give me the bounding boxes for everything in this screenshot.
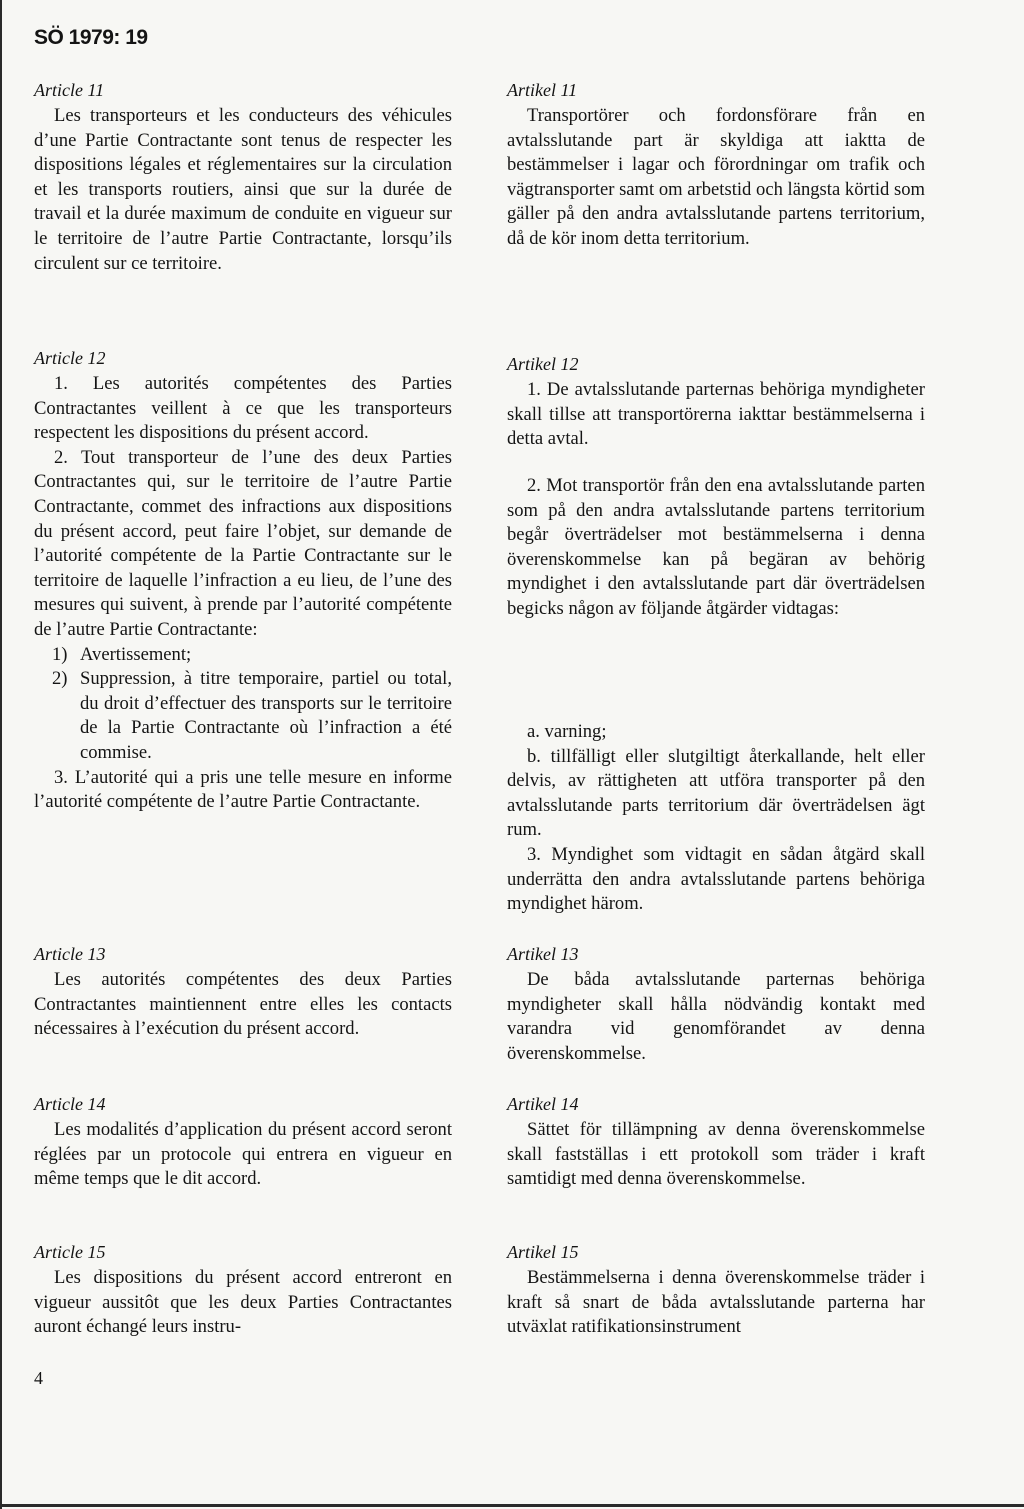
list-item-text: Avertissement; bbox=[80, 643, 192, 665]
article-paragraph: Les autorités compétentes des deux Parties Contractantes maintiennent entre elles les contacts nécessaires à l’exécution du présent accord. bbox=[34, 969, 452, 1040]
swedish-article-15 bbox=[507, 1240, 925, 1340]
article-heading: Artikel 11 bbox=[507, 80, 578, 100]
swedish-article-12 bbox=[507, 352, 925, 452]
article-paragraph: 3. L’autorité qui a pris une telle mesure en informe l’autorité compétente de l’autre Partie Contractante. bbox=[34, 766, 452, 813]
article-heading: Article 15 bbox=[34, 1242, 106, 1262]
french-article-12 bbox=[34, 346, 452, 815]
list-marker: 1) bbox=[52, 643, 68, 665]
article-paragraph: 2. Mot transportör från den ena avtalsslutande parten som på den andra avtalsslutande partens territorium begår överträdelser mot bestämmelserna i denna överenskommelse kan på begäran av behörig myndighet i den avtalsslutande part där överträdelsen begicks någon av följande åtgärder vidtagas: bbox=[507, 475, 925, 619]
article-heading: Artikel 15 bbox=[507, 1242, 579, 1262]
list-item-text: b. tillfälligt eller slutgiltigt återkallande, helt eller delvis, av rättigheten att utföra transporter på den avtalsslutande parts territorium där överträdelsen ägt rum. bbox=[507, 745, 925, 841]
list-item-text: Suppression, à titre temporaire, partiel ou total, du droit d’effectuer des transports sur le territoire de la Partie Contractante où l’infraction a été commise. bbox=[80, 668, 452, 763]
list-item bbox=[34, 667, 452, 765]
article-paragraph: Transportörer och fordonsförare från en avtalsslutande part är skyldiga att iaktta de bestämmelser i lagar och förordningar om trafik och vägtransporter samt om arbetstid och längsta körtid som gäller på den andra avtalsslutande partens territorium, då de kör inom detta territorium. bbox=[507, 105, 925, 249]
french-article-15 bbox=[34, 1240, 452, 1340]
list-item-text: a. varning; bbox=[527, 721, 607, 742]
list-item bbox=[34, 643, 452, 668]
article-paragraph: Sättet för tillämpning av denna överenskommelse skall fastställas i ett protokoll som träder i kraft samtidigt med denna överenskommelse. bbox=[507, 1119, 925, 1190]
page-number: 4 bbox=[34, 1368, 43, 1388]
french-article-13 bbox=[34, 942, 452, 1042]
document-reference-header: SÖ 1979: 19 bbox=[34, 26, 148, 49]
swedish-article-12-part-2 bbox=[507, 474, 925, 622]
article-heading: Article 13 bbox=[34, 944, 106, 964]
article-heading: Artikel 14 bbox=[507, 1094, 579, 1114]
article-heading: Article 12 bbox=[34, 348, 106, 368]
article-paragraph: 3. Myndighet som vidtagit en sådan åtgärd skall underrätta den andra avtalsslutande partens behöriga myndighet härom. bbox=[507, 843, 925, 915]
article-heading: Article 11 bbox=[34, 80, 105, 100]
article-paragraph: De båda avtalsslutande parternas behöriga myndigheter skall hålla nödvändig kontakt med varandra vid genomförandet av denna överenskommelse. bbox=[507, 969, 925, 1064]
list-marker: 2) bbox=[52, 668, 68, 690]
swedish-article-14 bbox=[507, 1092, 925, 1192]
swedish-article-13 bbox=[507, 942, 925, 1066]
french-article-14 bbox=[34, 1092, 452, 1192]
scan-border-bottom bbox=[0, 1504, 1024, 1507]
french-article-11 bbox=[34, 78, 452, 276]
article-heading: Article 14 bbox=[34, 1094, 106, 1114]
scan-border-left bbox=[0, 0, 2, 1509]
article-heading: Artikel 12 bbox=[507, 354, 579, 374]
article-paragraph: 2. Tout transporteur de l’une des deux Parties Contractantes qui, sur le territoire de l’autre Partie Contractante, commet des infractions aux dispositions du présent accord, peut faire l’objet, sur demande de l’autorité compétente de la Partie Contractante sur le territoire de laquelle l’infraction a eu lieu, de l’une des mesures qui suivent, à prende par l’autorité compétente de l’autre Partie Contractante: bbox=[34, 446, 452, 640]
article-paragraph: Bestämmelserna i denna överenskommelse träder i kraft så snart de båda avtalsslutande parterna har utväxlat ratifikationsinstrument bbox=[507, 1267, 925, 1338]
article-paragraph: 1. Les autorités compétentes des Parties Contractantes veillent à ce que les transporteurs respectent les dispositions du présent accord. bbox=[34, 373, 452, 444]
article-paragraph: Les transporteurs et les conducteurs des véhicules d’une Partie Contractante sont tenus de respecter les dispositions légales et réglementaires sur la circulation et les transports routiers, ainsi que sur la durée de travail et la durée maximum de conduite en vigueur sur le territoire de l’autre Partie Contractante, lorsqu’ils circulent sur ce territoire. bbox=[34, 105, 452, 274]
article-paragraph: 1. De avtalsslutande parternas behöriga myndigheter skall tillse att transportörerna iakttar bestämmelserna i detta avtal. bbox=[507, 379, 925, 450]
swedish-article-11 bbox=[507, 78, 925, 252]
article-paragraph: Les modalités d’application du présent accord seront réglées par un protocole qui entrera en vigueur en même temps que le dit accord. bbox=[34, 1119, 452, 1190]
article-paragraph: Les dispositions du présent accord entreront en vigueur aussitôt que les deux Parties Contractantes auront échangé leurs instru- bbox=[34, 1267, 452, 1338]
swedish-article-12-items bbox=[507, 720, 925, 917]
article-heading: Artikel 13 bbox=[507, 944, 579, 964]
